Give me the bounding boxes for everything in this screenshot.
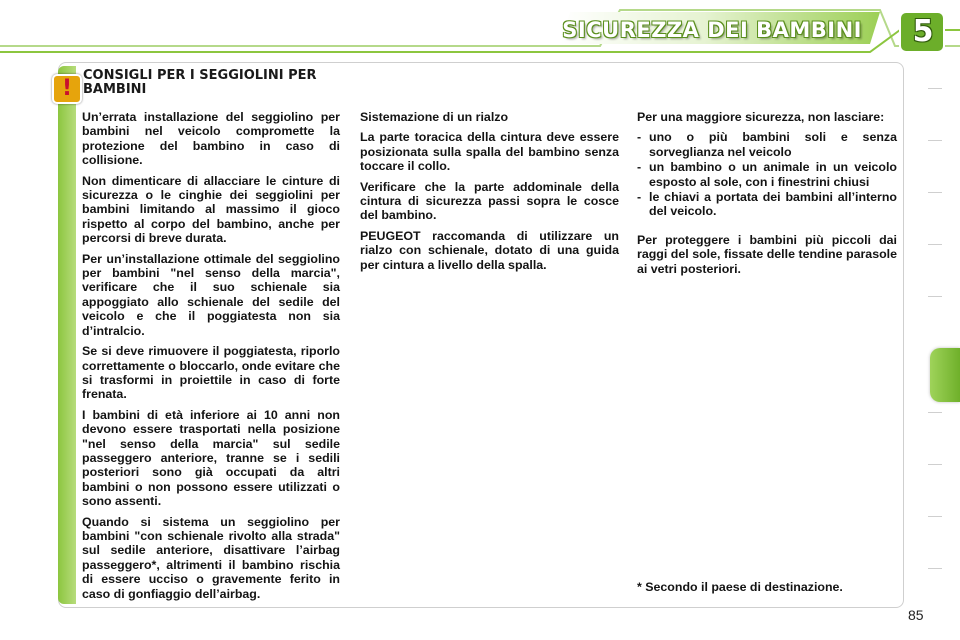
tab-divider [928,140,942,141]
box-accent-bar [58,66,76,604]
list-item: - uno o più bambini soli e senza sorveglianza nel veicolo [637,130,897,159]
paragraph: Un’errata installazione del seggiolino per bambini nel veicolo compromette la protezione del bambino in caso di collisione. [82,110,340,168]
paragraph: PEUGEOT raccomanda di utilizzare un rialzo con schienale, dotato di una guida per cintura a livello della spalla. [360,228,619,272]
paragraph [82,174,340,246]
tab-divider [928,296,942,297]
paragraph: Se si deve rimuovere il poggiatesta, riporlo correttamente o bloccarlo, onde evitare che si trasformi in proiettile in caso di forte frenata. [82,344,340,402]
tab-divider [928,88,942,89]
tab-divider [928,516,942,517]
active-chapter-tab[interactable] [930,348,960,402]
text-run: rispetto al corpo del bambino, anche per percorsi di breve durata. [82,216,340,246]
page-number: 85 [908,607,924,623]
column-left [82,110,340,607]
emphasis-text: limitando al massimo il gioco [139,202,340,217]
chapter-header [0,0,960,62]
bullet-list [637,130,897,218]
chapter-number: 5 [912,14,934,49]
list-item: - le chiavi a portata dei bambini all’interno del veicolo. [637,190,897,219]
paragraph: La parte toracica della cintura deve essere posizionata sulla spalla del bambino senza toccare il collo. [360,130,619,174]
box-title: CONSIGLI PER I SEGGIOLINI PER BAMBINI [83,68,317,97]
footnote: * Secondo il paese di destinazione. [637,580,843,594]
column-middle [360,110,619,278]
chapter-tabs [928,68,960,588]
tab-divider [928,244,942,245]
paragraph: Verificare che la parte addominale della cintura di sicurezza passi sopra le cosce del bambino. [360,179,619,223]
section-heading: Sistemazione di un rialzo [360,110,509,124]
paragraph: Per una maggiore sicurezza, non lasciare: [637,110,885,124]
column-right [637,110,897,282]
tab-divider [928,464,942,465]
tab-divider [928,412,942,413]
tab-divider [928,192,942,193]
exclamation-warning-icon: ! [52,74,82,104]
paragraph: Per proteggere i bambini più piccoli dai raggi del sole, fissate delle tendine parasole ai vetri posteriori. [637,232,897,276]
text-run: Non dimenticare di allacciare le cinture di sicurezza o le cinghie dei seggiolini per bambini [82,173,340,217]
paragraph: Per un’installazione ottimale del seggiolino per bambini "nel senso della marcia", verificare che il suo schienale sia appoggiato allo schienale del sedile del veicolo e che il poggiatesta non sia d’intralcio. [82,251,340,338]
list-item: - un bambino o un animale in un veicolo esposto al sole, con i finestrini chiusi [637,160,897,189]
tab-divider [928,568,942,569]
paragraph: I bambini di età inferiore ai 10 anni non devono essere trasportati nella posizione "nel senso della marcia" sul sedile passeggero anteriore, tranne se i sedili posteriori sono già occupati da altri bambini o non possono essere utilizzati o sono assenti. [82,407,340,509]
paragraph: Quando si sistema un seggiolino per bambini "con schienale rivolto alla strada" sul sedile anteriore, disattivare l’airbag passeggero*, altrimenti il bambino rischia di essere ucciso o gravemente ferito in caso di gonfiaggio dell’airbag. [82,514,340,601]
chapter-title: SICUREZZA DEI BAMBINI [562,18,862,42]
